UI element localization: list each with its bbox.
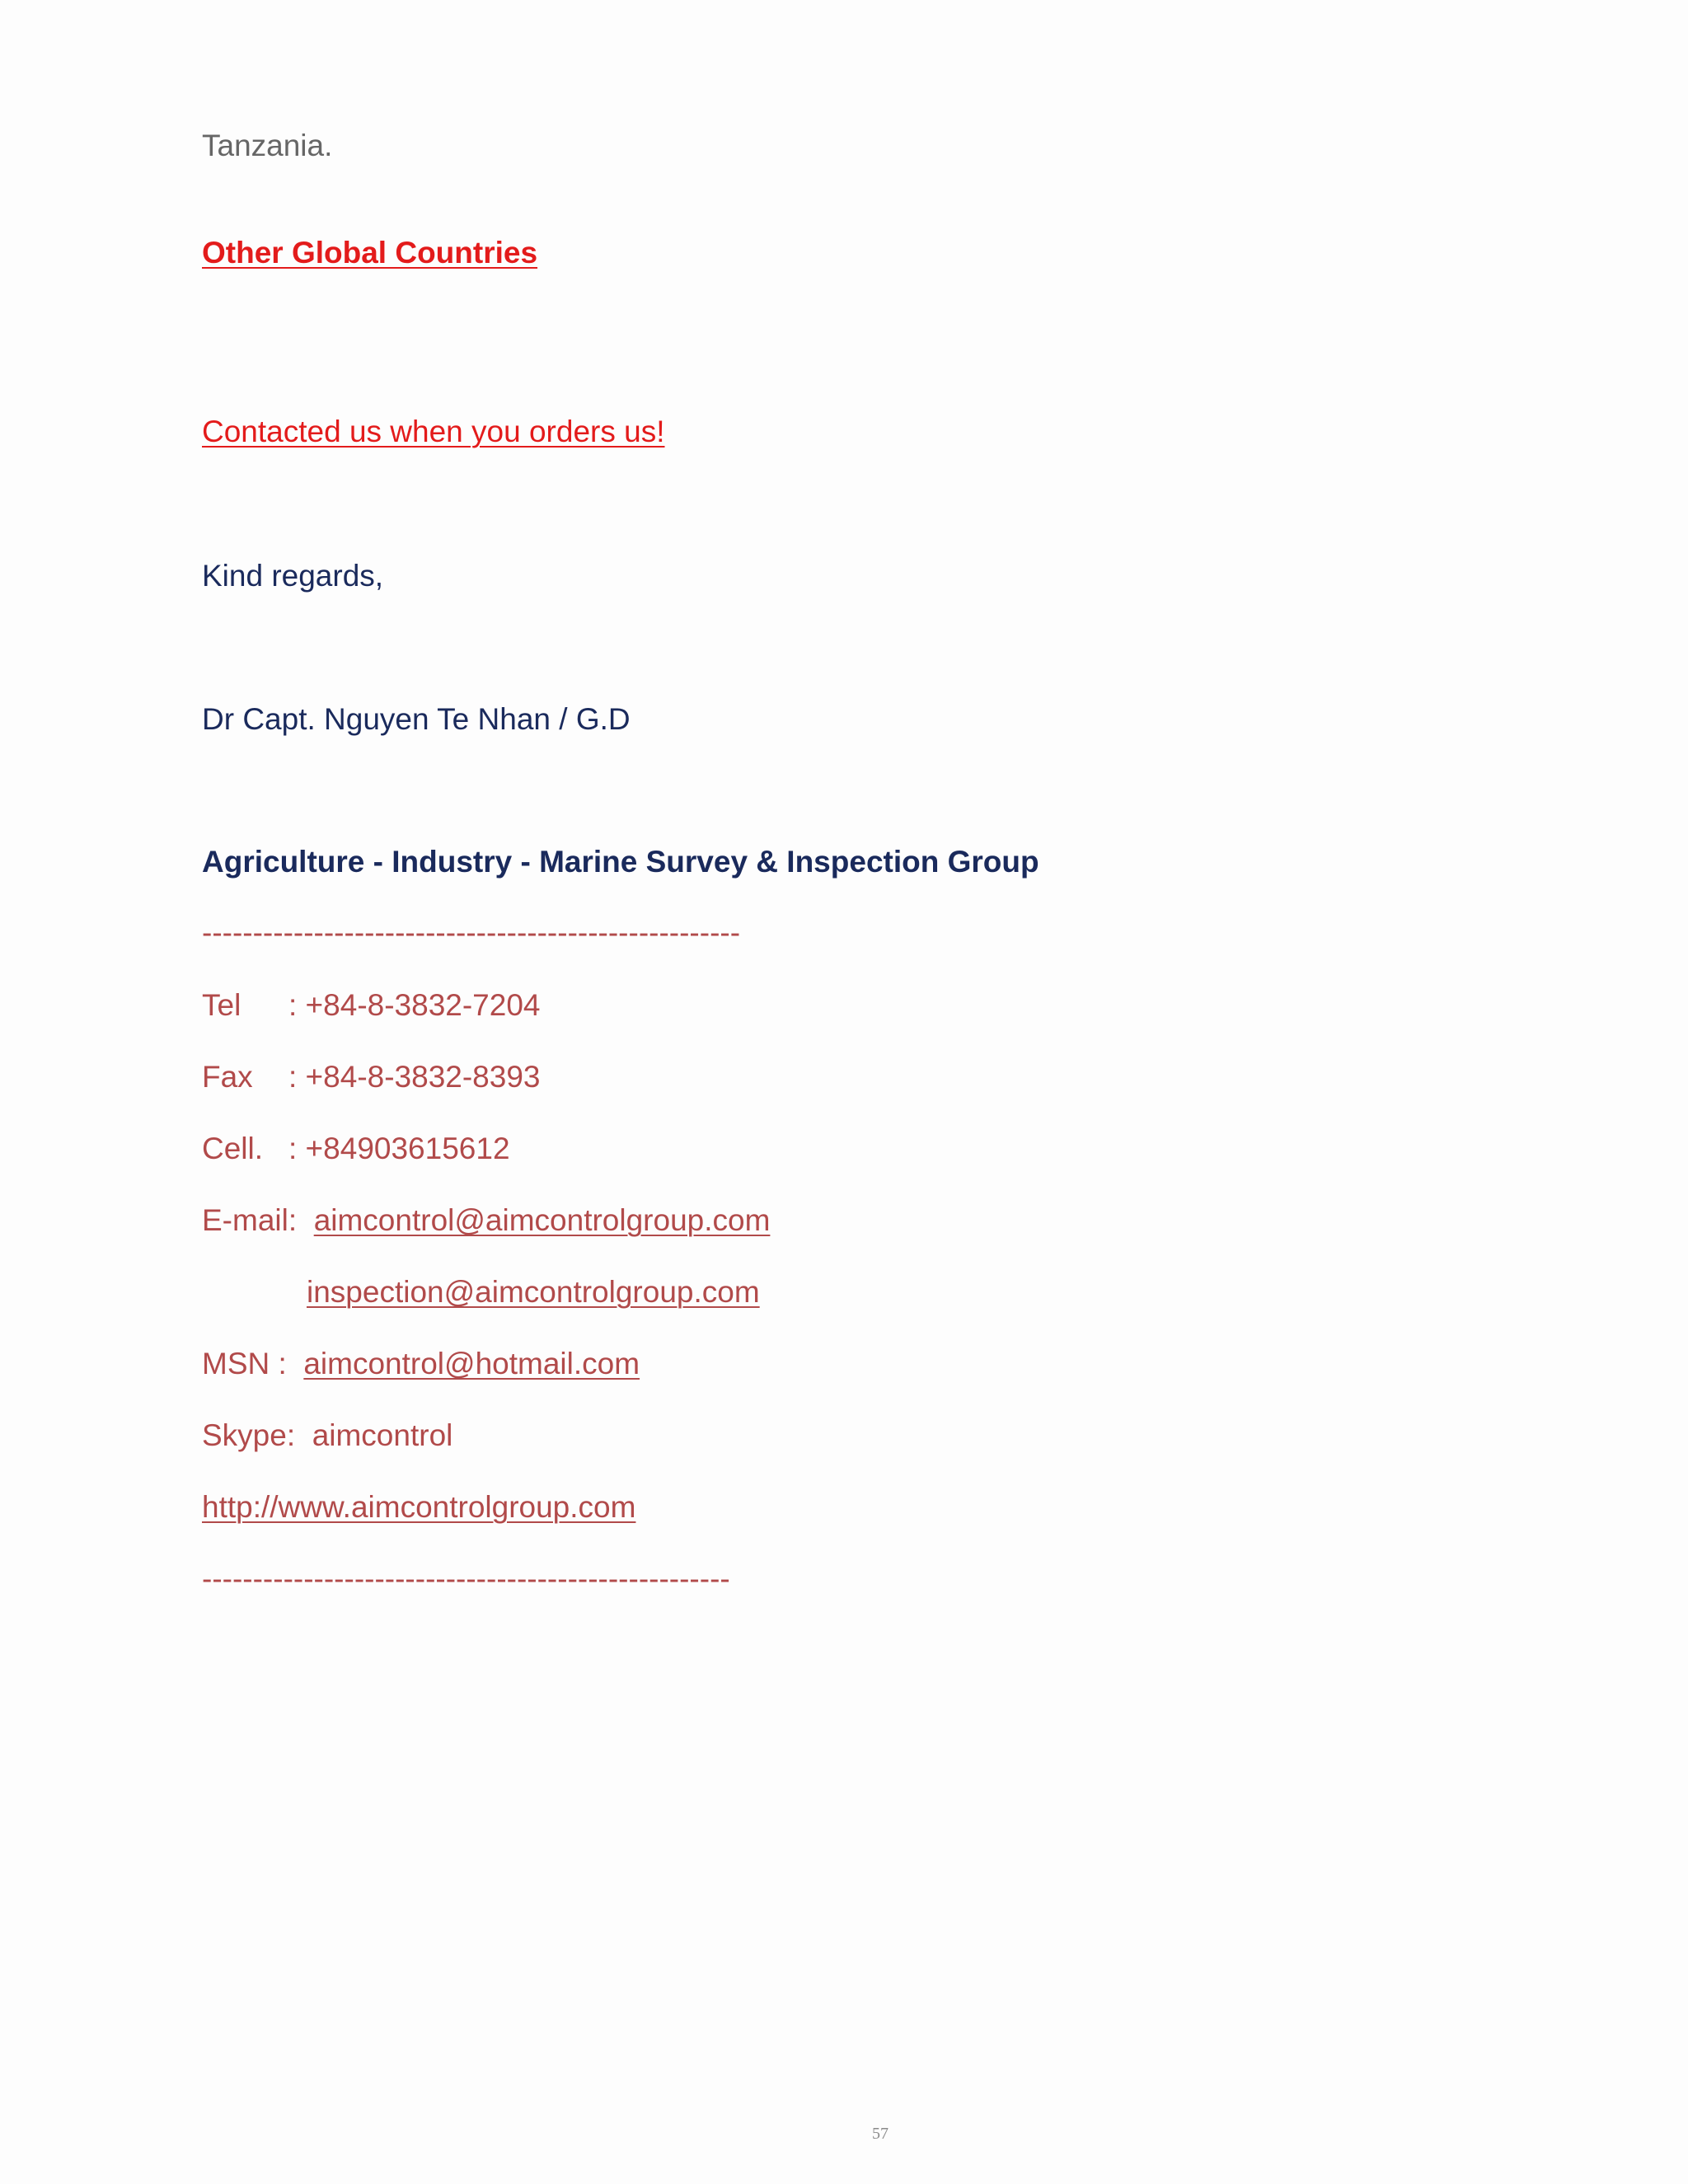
- closing-text: Kind regards,: [202, 559, 384, 593]
- skype-label: Skype:: [202, 1418, 296, 1452]
- email-link-secondary[interactable]: inspection@aimcontrolgroup.com: [307, 1275, 760, 1309]
- skype-value: aimcontrol: [312, 1418, 453, 1452]
- cell-row: [202, 1131, 510, 1167]
- company-name: Agriculture - Industry - Marine Survey & Inspection Group: [202, 845, 1039, 879]
- fax-label: Fax: [202, 1060, 253, 1094]
- cell-label: Cell.: [202, 1132, 264, 1165]
- page-number: 57: [872, 2125, 889, 2143]
- country-text: Tanzania.: [202, 129, 333, 162]
- fax-row: [202, 1059, 541, 1095]
- cell-value: : +84903615612: [288, 1132, 510, 1165]
- email-row: [202, 1202, 770, 1239]
- contact-note: Contacted us when you orders us!: [202, 415, 665, 448]
- email-row-secondary: [307, 1274, 760, 1310]
- divider-top: -----------------------------------------------------: [202, 916, 741, 949]
- msn-label: MSN :: [202, 1347, 287, 1380]
- tel-label: Tel: [202, 988, 241, 1022]
- email-label: E-mail:: [202, 1203, 298, 1237]
- msn-row: [202, 1346, 640, 1382]
- website-link[interactable]: http://www.aimcontrolgroup.com: [202, 1490, 636, 1524]
- msn-link[interactable]: aimcontrol@hotmail.com: [303, 1347, 640, 1380]
- signer-name: Dr Capt. Nguyen Te Nhan / G.D: [202, 702, 631, 736]
- divider-bottom: ----------------------------------------------------: [202, 1562, 730, 1596]
- fax-value: : +84-8-3832-8393: [288, 1060, 541, 1094]
- tel-row: [202, 987, 541, 1024]
- skype-row: [202, 1418, 452, 1454]
- website-row: [202, 1489, 635, 1526]
- tel-value: : +84-8-3832-7204: [288, 988, 541, 1022]
- section-heading: Other Global Countries: [202, 236, 538, 269]
- email-link-primary[interactable]: aimcontrol@aimcontrolgroup.com: [313, 1203, 771, 1237]
